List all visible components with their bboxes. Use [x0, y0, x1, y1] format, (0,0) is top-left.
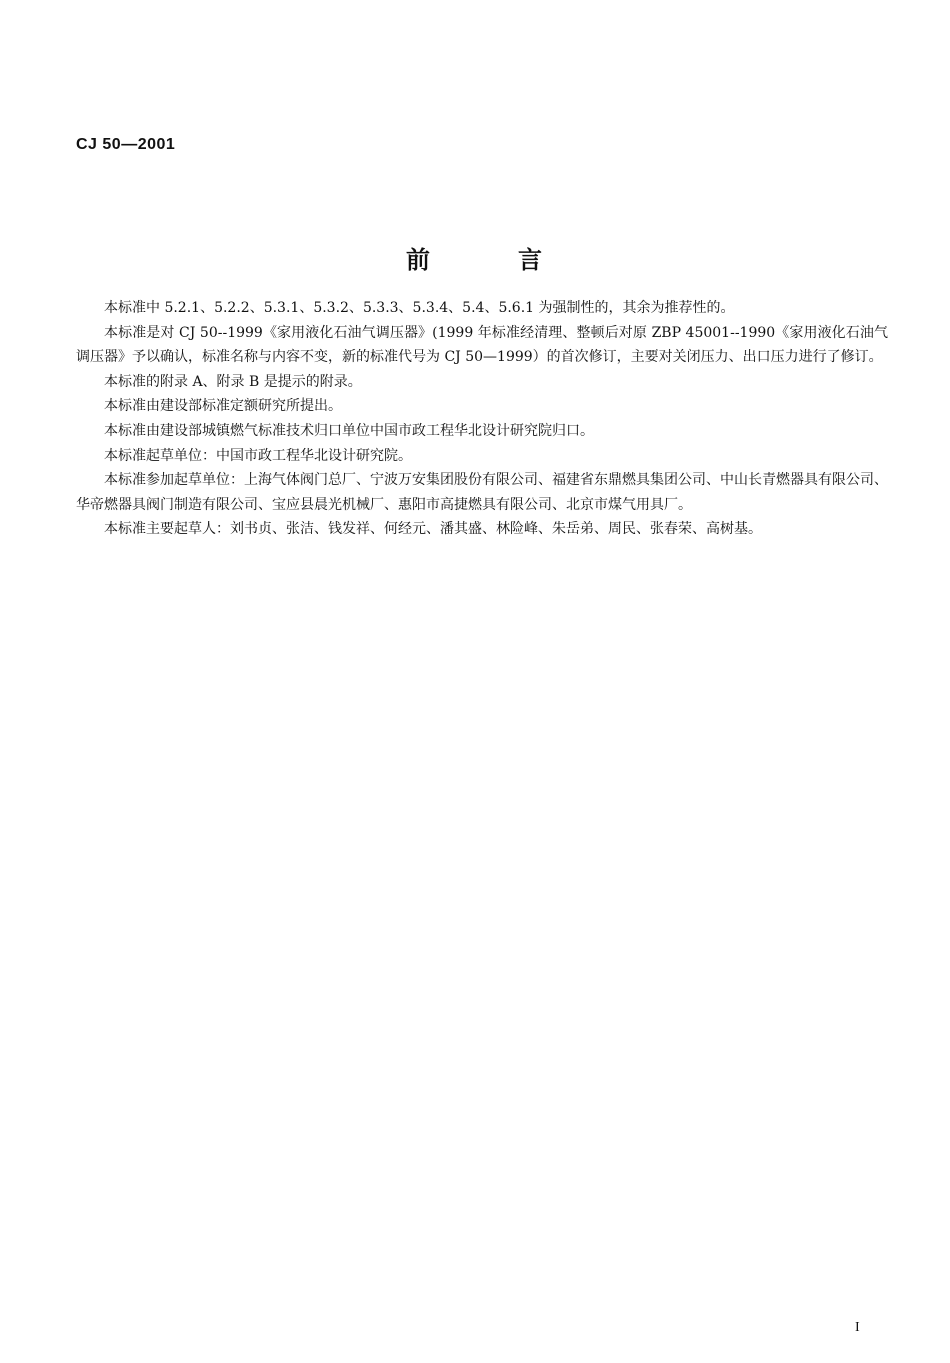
- paragraph-appendix: 本标准的附录 A、附录 B 是提示的附录。: [104, 373, 362, 390]
- paragraph-administrator: 本标准由建设部城镇燃气标准技术归口单位中国市政工程华北设计研究院归口。: [104, 422, 594, 439]
- page-title: [0, 240, 950, 275]
- paragraph-participating-units: 本标准参加起草单位：上海气体阀门总厂、宁波万安集团股份有限公司、福建省东鼎燃具集团公司、中山长青燃器具有限公司、华帝燃器具阀门制造有限公司、宝应县晨光机械厂、惠阳市高捷燃具有限公司、北京市煤气用具厂。: [76, 472, 888, 513]
- foreword-body: [76, 296, 888, 542]
- standard-code: CJ 50—2001: [76, 136, 176, 153]
- title-char-2: 言: [518, 246, 544, 274]
- paragraph-mandatory-clauses: 本标准中 5.2.1、5.2.2、5.3.1、5.3.2、5.3.3、5.3.4、5.4、5.6.1 为强制性的，其余为推荐性的。: [104, 300, 735, 316]
- paragraph-proposer: 本标准由建设部标准定额研究所提出。: [104, 398, 342, 415]
- title-char-1: 前: [406, 246, 432, 274]
- paragraph-main-drafters: 本标准主要起草人：刘书贞、张洁、钱发祥、何经元、潘其盛、林险峰、朱岳弟、周民、张春荣、高树基。: [104, 521, 762, 538]
- page-number: I: [855, 1320, 860, 1335]
- paragraph-revision-note: 本标准是对 CJ 50--1999《家用液化石油气调压器》(1999 年标准经清理、整顿后对原 ZBP 45001--1990《家用液化石油气调压器》予以确认，标准名称与内容不变，新的标准代号为 CJ 50—1999）的首次修订，主要对关闭压力、出口压力进行了修订。: [76, 324, 888, 366]
- paragraph-drafting-unit: 本标准起草单位：中国市政工程华北设计研究院。: [104, 447, 412, 464]
